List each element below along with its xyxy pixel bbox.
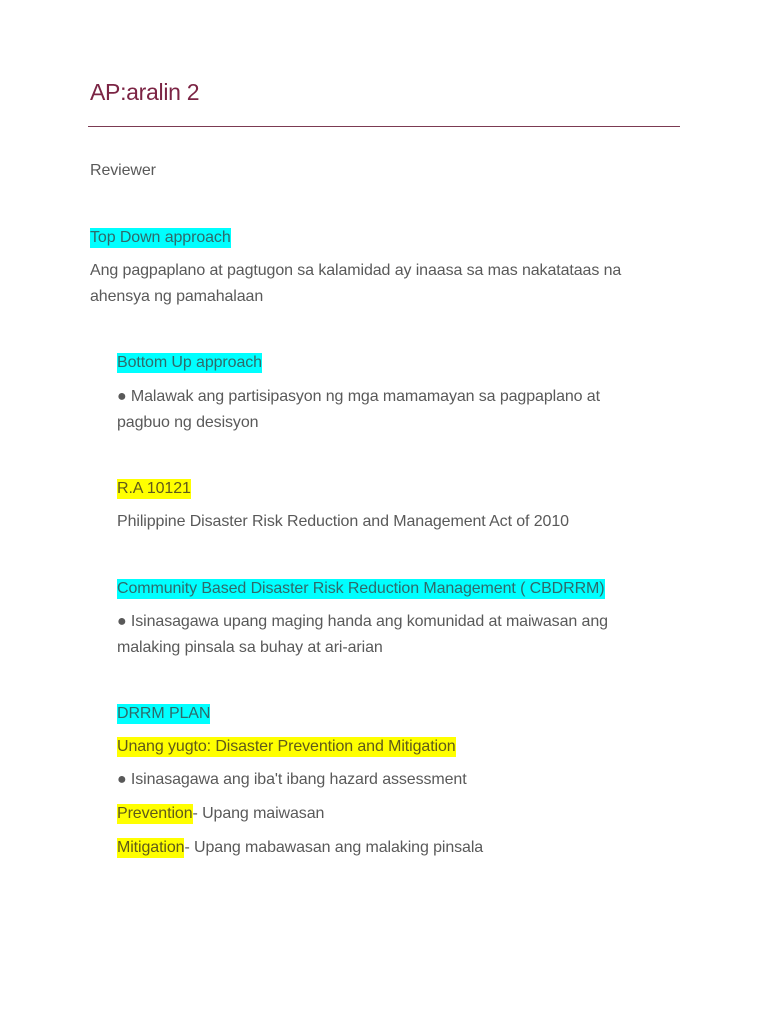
term-label: Prevention <box>117 805 193 822</box>
term-definition: - Upang mabawasan ang malaking pinsala <box>184 839 484 856</box>
section-text-bottom-up-line2: pagbuo ng desisyon <box>117 414 259 431</box>
section-text-cbdrrm-line2: malaking pinsala sa buhay at ari-arian <box>117 639 383 656</box>
section-heading-drrm-plan <box>117 701 210 727</box>
heading-text: Bottom Up approach <box>117 354 262 371</box>
section-heading-bottom-up <box>117 350 262 376</box>
term-mitigation <box>117 835 483 861</box>
section-text-top-down-line1: Ang pagpaplano at pagtugon sa kalamidad ay inaasa sa mas nakatataas na <box>90 262 622 279</box>
term-definition: - Upang maiwasan <box>192 805 325 822</box>
heading-text: R.A 10121 <box>117 480 191 497</box>
section-heading-top-down <box>90 225 231 251</box>
heading-text: Community Based Disaster Risk Reduction Management ( CBDRRM) <box>117 580 605 597</box>
section-heading-ra-10121 <box>117 476 191 502</box>
title-divider <box>88 126 680 127</box>
section-text-cbdrrm-line1: ● Isinasagawa upang maging handa ang komunidad at maiwasan ang <box>117 613 608 630</box>
heading-text: DRRM PLAN <box>117 705 211 722</box>
document-subtitle: Reviewer <box>90 162 156 179</box>
section-text-top-down-line2: ahensya ng pamahalaan <box>90 288 264 305</box>
term-prevention <box>117 801 324 827</box>
subheading-text: Unang yugto: Disaster Prevention and Mitigation <box>117 738 456 755</box>
drrm-plan-subheading <box>117 734 456 760</box>
section-text-bottom-up-line1: ● Malawak ang partisipasyon ng mga mamamayan sa pagpaplano at <box>117 388 600 405</box>
heading-text: Top Down approach <box>90 229 231 246</box>
document-title: AP:aralin 2 <box>90 79 200 105</box>
section-heading-cbdrrm <box>117 576 605 602</box>
term-label: Mitigation <box>117 839 185 856</box>
drrm-plan-bullet: ● Isinasagawa ang iba't ibang hazard assessment <box>117 771 467 788</box>
section-text-ra-10121: Philippine Disaster Risk Reduction and Management Act of 2010 <box>117 513 569 530</box>
